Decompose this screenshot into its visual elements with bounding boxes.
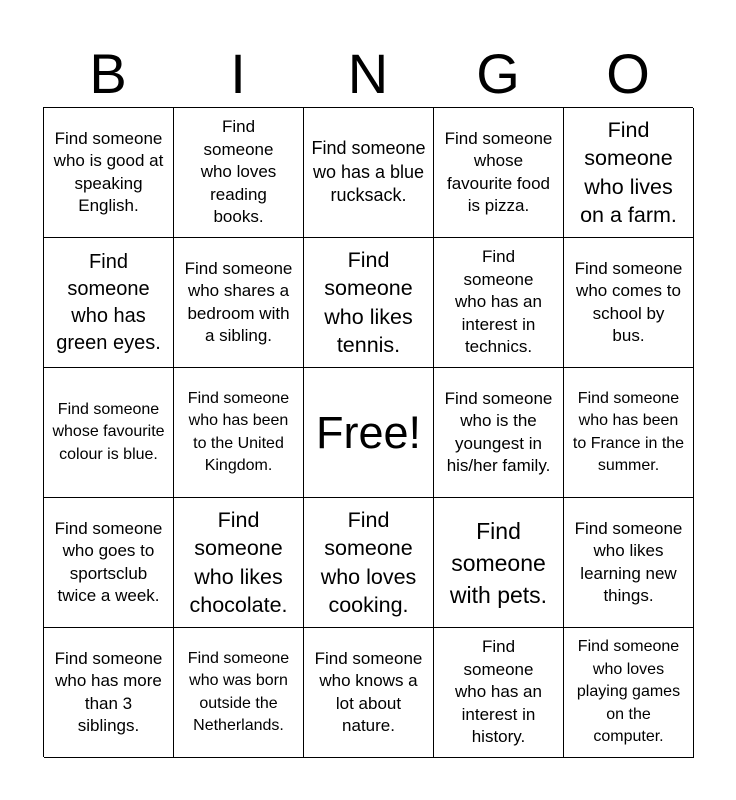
bingo-cell bbox=[434, 628, 564, 758]
cell-text: Find someone whose favourite food is pizza. bbox=[444, 128, 553, 215]
bingo-cell bbox=[564, 628, 694, 758]
cell-text: Find someone who has been to France in the summer. bbox=[572, 389, 685, 474]
bingo-cell bbox=[564, 238, 694, 368]
cell-text: Find someone who loves cooking. bbox=[320, 507, 417, 617]
cell-text: Find someone who is good at speaking English. bbox=[53, 128, 164, 215]
bingo-cell bbox=[304, 238, 434, 368]
cell-text: Find someone who was born outside the Netherlands. bbox=[187, 649, 290, 734]
header-letter-i: I bbox=[230, 42, 246, 105]
cell-text: Find someone who loves reading books. bbox=[200, 117, 277, 227]
bingo-cell bbox=[434, 368, 564, 498]
cell-text: Find someone who comes to school by bus. bbox=[574, 258, 683, 345]
cell-text: Find someone who loves playing games on the computer. bbox=[576, 638, 681, 746]
bingo-cell bbox=[564, 368, 694, 498]
bingo-cell bbox=[564, 108, 694, 238]
cell-text: Find someone whose favourite colour is blue. bbox=[52, 400, 165, 463]
cell-text: Find someone who likes tennis. bbox=[324, 247, 413, 357]
bingo-cell bbox=[174, 238, 304, 368]
bingo-cell bbox=[44, 238, 174, 368]
cell-text: Find someone who lives on a farm. bbox=[580, 117, 677, 227]
cell-text: Find someone who is the youngest in his/her family. bbox=[444, 388, 553, 475]
header-letter-n: N bbox=[347, 42, 389, 105]
bingo-cell bbox=[304, 498, 434, 628]
bingo-cell bbox=[174, 498, 304, 628]
cell-text: Find someone wo has a blue rucksack. bbox=[311, 138, 426, 206]
bingo-cell bbox=[174, 108, 304, 238]
bingo-card bbox=[43, 107, 693, 757]
bingo-header bbox=[43, 42, 693, 106]
bingo-cell bbox=[44, 368, 174, 498]
cell-text: Find someone who goes to sportsclub twice a week. bbox=[54, 518, 163, 605]
bingo-cell bbox=[44, 628, 174, 758]
cell-text: Find someone who likes learning new things. bbox=[574, 518, 683, 605]
bingo-cell bbox=[304, 108, 434, 238]
bingo-cell bbox=[434, 108, 564, 238]
cell-text: Find someone who has green eyes. bbox=[56, 250, 161, 354]
cell-text: Find someone who has an interest in technics. bbox=[455, 247, 542, 357]
header-letter-o: O bbox=[606, 42, 650, 105]
cell-text: Find someone who likes chocolate. bbox=[189, 507, 288, 617]
header-letter-g: G bbox=[476, 42, 520, 105]
bingo-cell bbox=[564, 498, 694, 628]
bingo-cell bbox=[434, 498, 564, 628]
free-space-label: Free! bbox=[315, 406, 422, 458]
bingo-cell bbox=[304, 628, 434, 758]
free-space bbox=[304, 368, 434, 498]
bingo-cell bbox=[174, 628, 304, 758]
cell-text: Find someone who shares a bedroom with a sibling. bbox=[184, 258, 293, 345]
bingo-cell bbox=[174, 368, 304, 498]
bingo-cell bbox=[44, 108, 174, 238]
cell-text: Find someone who knows a lot about nature. bbox=[314, 648, 423, 735]
header-letter-b: B bbox=[89, 42, 127, 105]
cell-text: Find someone who has more than 3 siblings. bbox=[54, 648, 163, 735]
cell-text: Find someone with pets. bbox=[449, 517, 548, 608]
bingo-cell bbox=[434, 238, 564, 368]
bingo-cell bbox=[44, 498, 174, 628]
cell-text: Find someone who has been to the United Kingdom. bbox=[187, 389, 290, 474]
cell-text: Find someone who has an interest in history. bbox=[455, 637, 542, 747]
